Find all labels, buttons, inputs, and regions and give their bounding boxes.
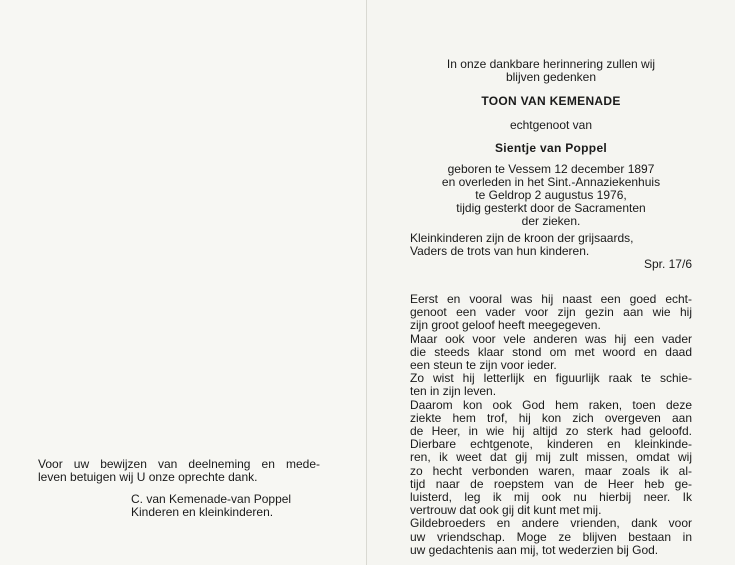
eulogy-line: ren, ik weet dat gij mij zult missen, omdat wij bbox=[410, 450, 692, 465]
eulogy-text bbox=[410, 293, 692, 557]
eulogy-line: vertrouw dat ook gij dit kunt met mij. bbox=[410, 503, 602, 518]
eulogy-line: die steeds klaar stond om met woord en daad bbox=[410, 344, 692, 359]
acknowledgement-line: Voor uw bewijzen van deelneming en mede- bbox=[38, 457, 320, 471]
eulogy-line: tijd naar de roepstem van de Heer heb ge- bbox=[410, 476, 692, 491]
intro-line: blijven gedenken bbox=[505, 70, 597, 84]
eulogy-line: Eerst en vooral was hij naast een goed echt- bbox=[410, 292, 692, 306]
signature-block bbox=[131, 493, 291, 519]
spouse-name: Sientje van Poppel bbox=[494, 141, 608, 155]
intro-line: In onze dankbare herinnering zullen wij bbox=[446, 57, 656, 71]
life-line: geboren te Vessem 12 december 1897 bbox=[447, 162, 655, 176]
quote-reference: Spr. 17/6 bbox=[643, 257, 692, 272]
eulogy-line: Dierbare echtgenote, kinderen en kleinkinde- bbox=[410, 437, 692, 452]
eulogy-line: Daarom kon ook God hem raken, toen deze bbox=[410, 397, 692, 412]
eulogy-line: een steun te zijn voor ieder. bbox=[410, 358, 557, 373]
acknowledgement-line: leven betuigen wij U onze oprechte dank. bbox=[38, 470, 258, 485]
acknowledgement-text bbox=[38, 458, 320, 484]
quote-line: Vaders de trots van hun kinderen. bbox=[410, 244, 590, 259]
life-line: te Geldrop 2 augustus 1976, bbox=[475, 188, 627, 202]
quote-line: Kleinkinderen zijn de kroon der grijsaards, bbox=[410, 231, 634, 245]
eulogy-line: luisterd, leg ik mij ook nu hierbij neer. Ik bbox=[410, 490, 692, 505]
left-panel bbox=[0, 0, 367, 565]
signature-name: C. van Kemenade-van Poppel bbox=[131, 492, 292, 506]
eulogy-line: ziekte hem trof, hij kon zich overgeven aan bbox=[410, 410, 692, 425]
eulogy-line: de Heer, in wie hij altijd zo sterk had geloofd. bbox=[410, 424, 692, 439]
eulogy-line: Gildebroeders en andere vrienden, dank voor bbox=[410, 516, 692, 531]
eulogy-line: zo hecht verbonden waren, maar zoals ik al- bbox=[410, 463, 692, 478]
eulogy-line: ten in zijn leven. bbox=[410, 384, 497, 399]
life-line: der zieken. bbox=[521, 214, 581, 228]
eulogy-line: zijn groot geloof heeft meegegeven. bbox=[410, 318, 601, 333]
eulogy-line: uw gedachtenis aan mij, tot wederzien bij God. bbox=[410, 542, 659, 557]
life-line: tijdig gesterkt door de Sacramenten bbox=[456, 201, 646, 215]
eulogy-line: uw vriendschap. Moge ze blijven bestaan in bbox=[410, 529, 692, 544]
eulogy-line: Zo wist hij letterlijk en figuurlijk raak te schie- bbox=[410, 371, 692, 386]
signature-family: Kinderen en kleinkinderen. bbox=[131, 505, 274, 520]
spouse-intro: echtgenoot van bbox=[509, 118, 593, 132]
bible-quote bbox=[410, 232, 692, 272]
eulogy-line: Maar ook voor vele anderen was hij een vader bbox=[410, 331, 692, 346]
life-line: en overleden in het Sint.-Annaziekenhuis bbox=[441, 175, 661, 189]
deceased-name: TOON VAN KEMENADE bbox=[481, 94, 621, 108]
eulogy-line: genoot een vader voor zijn gezin aan wie hij bbox=[410, 305, 692, 320]
